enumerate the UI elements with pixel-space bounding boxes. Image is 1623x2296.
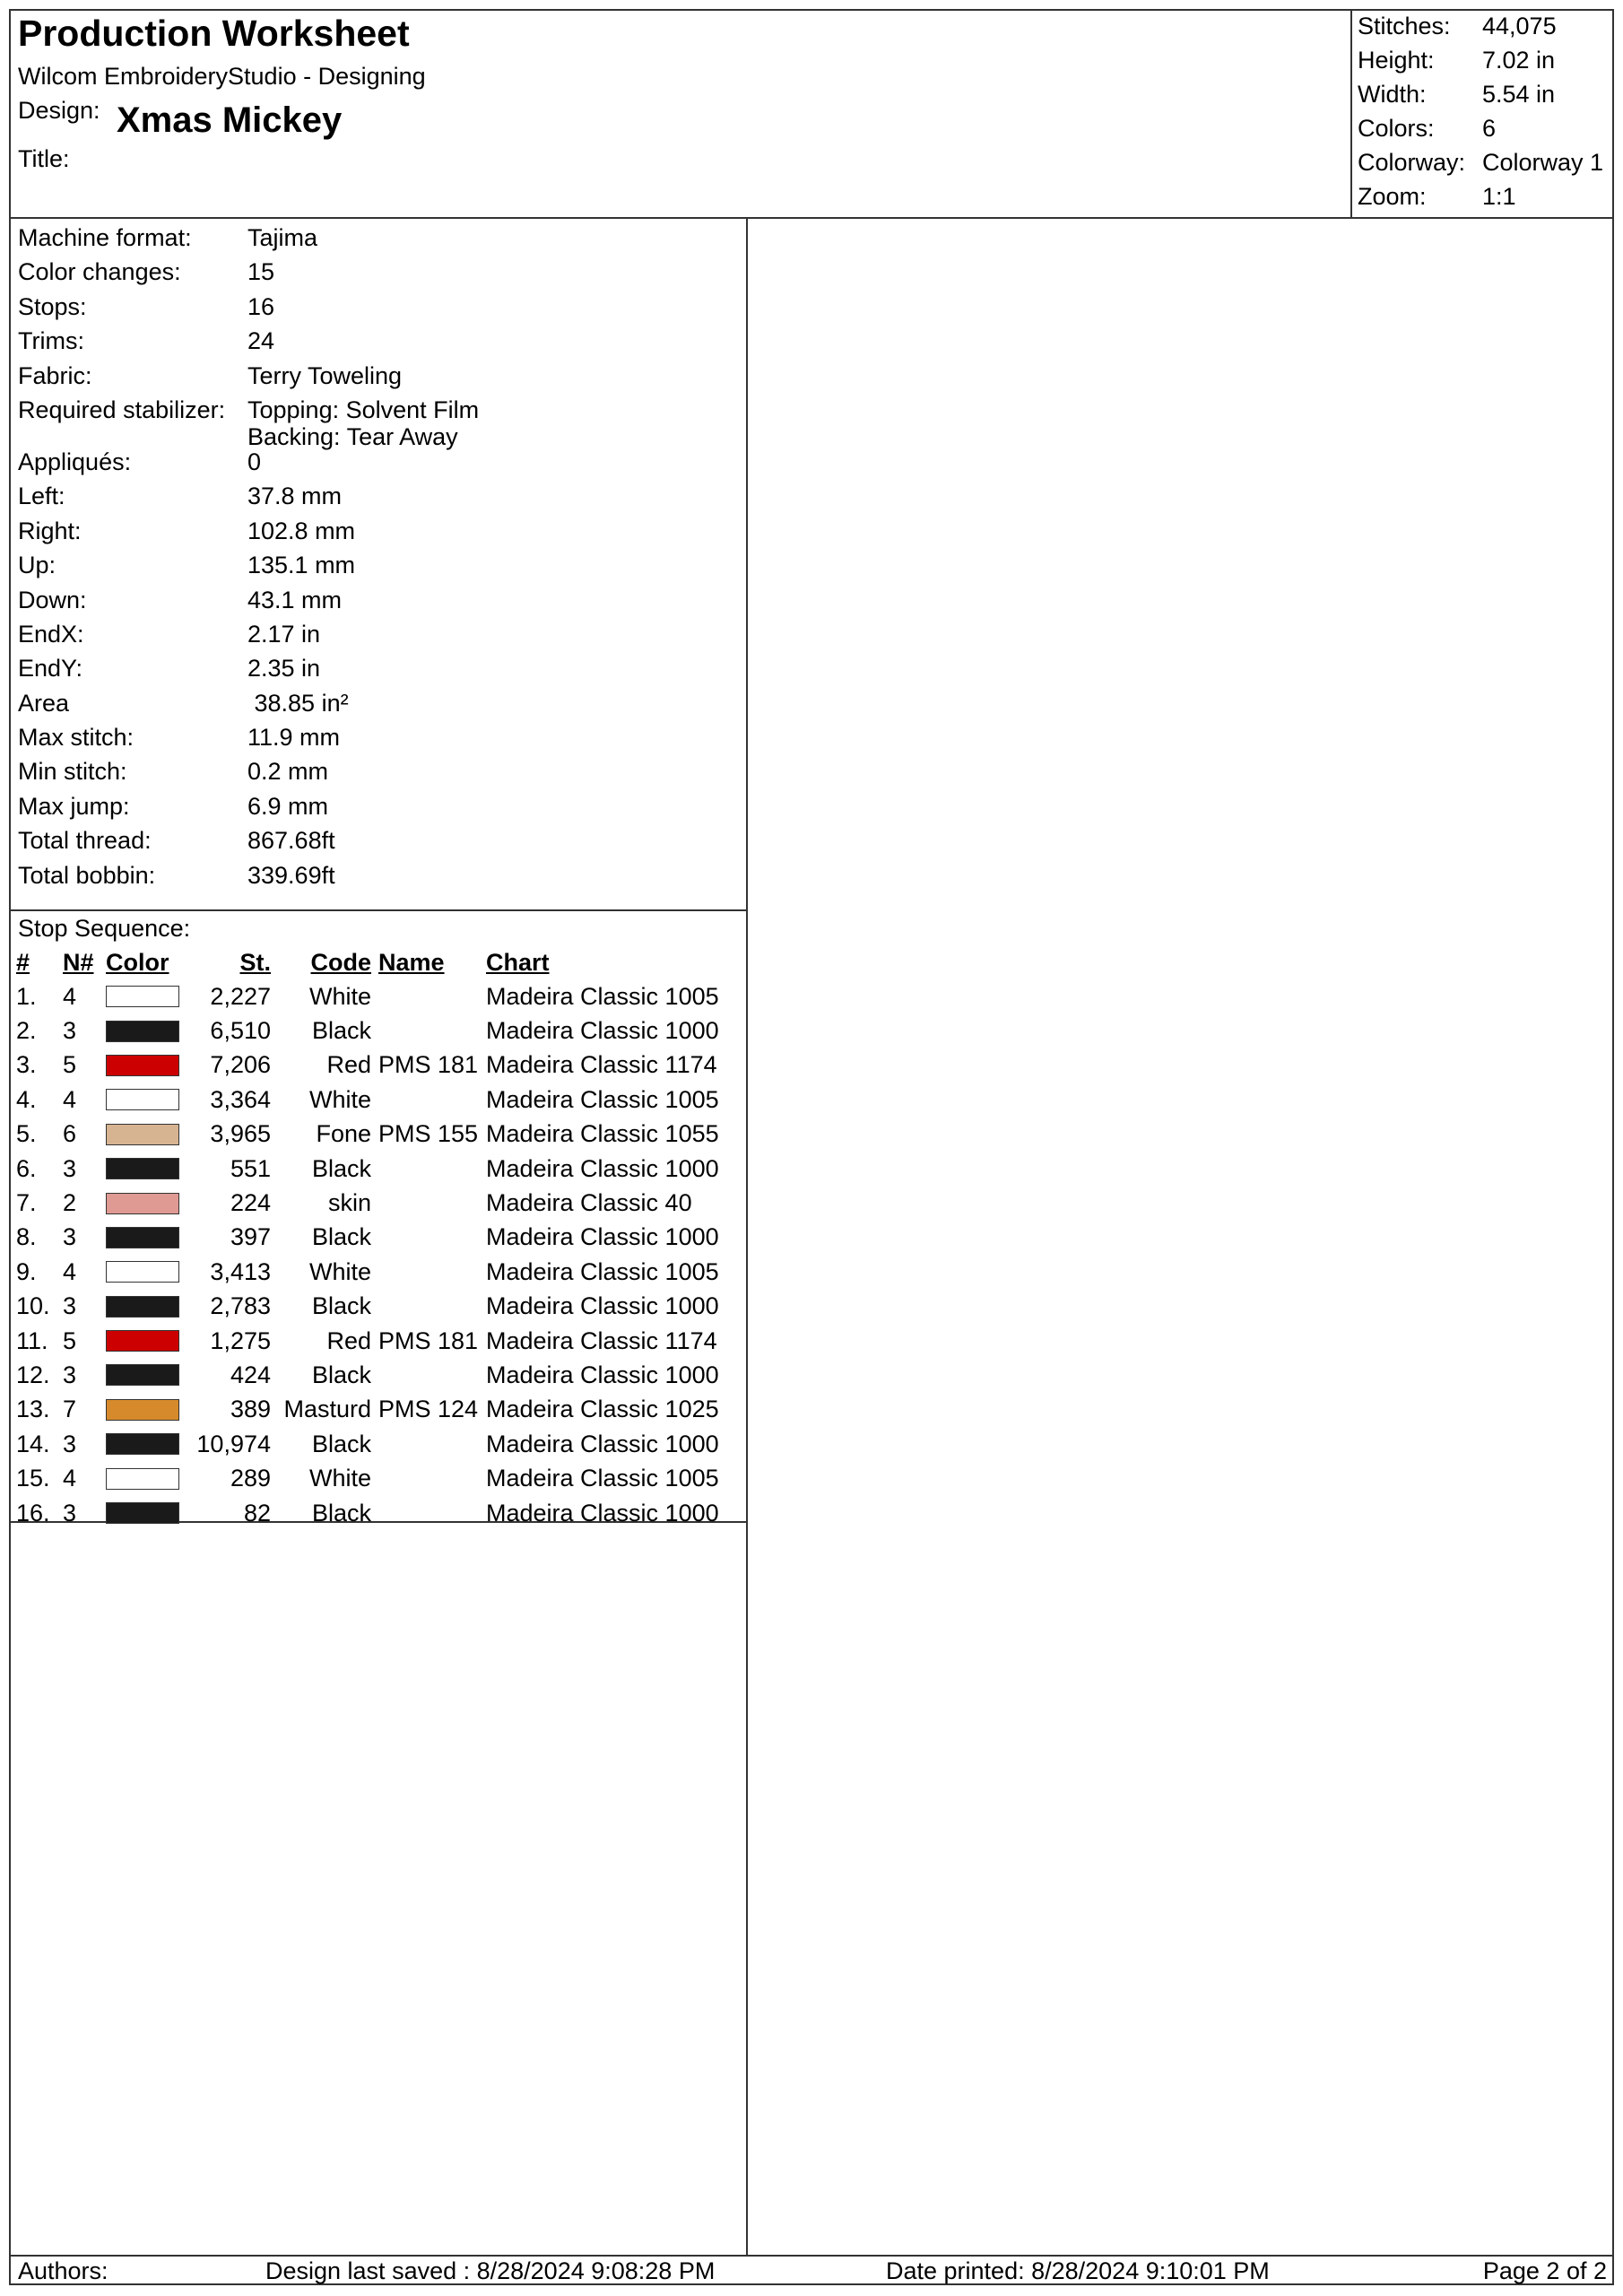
table-row <box>16 1324 719 1358</box>
row-chart: Madeira Classic 40 <box>486 1189 692 1217</box>
color-swatch <box>106 1227 179 1248</box>
stop-sequence-label: Stop Sequence: <box>18 915 191 942</box>
info-row: Left: 37.8 mm <box>18 483 343 510</box>
row-color-swatch <box>106 1083 192 1117</box>
table-row <box>16 1083 719 1117</box>
color-swatch <box>106 1330 179 1352</box>
row-stitches: 551 <box>230 1154 271 1182</box>
footer-authors: Authors: <box>18 2257 108 2284</box>
info-row: Fabric: Terry Toweling <box>18 361 403 389</box>
row-stitches: 3,364 <box>210 1085 271 1113</box>
info-row: Max stitch: 11.9 mm <box>18 724 341 752</box>
row-chart: Madeira Classic 1000 <box>486 1017 719 1045</box>
info-row: Trims: 24 <box>18 327 275 355</box>
row-code: White <box>308 1085 371 1113</box>
row-color-swatch <box>106 1255 192 1289</box>
row-name: PMS 181 <box>378 1326 479 1354</box>
design-label: Design: <box>18 97 100 124</box>
table-row <box>16 1358 719 1392</box>
table-row <box>16 1186 719 1220</box>
color-swatch <box>106 1124 179 1145</box>
row-color-swatch <box>106 1358 192 1392</box>
row-code: Red <box>326 1051 371 1079</box>
row-chart: Madeira Classic 1005 <box>486 982 719 1010</box>
row-chart: Madeira Classic 1005 <box>486 1085 719 1113</box>
stat-height: Height: 7.02 in <box>1358 47 1556 74</box>
row-number: 8. <box>16 1223 37 1251</box>
row-needle: 3 <box>63 1154 77 1182</box>
row-needle: 5 <box>63 1326 77 1354</box>
row-color-swatch <box>106 1118 192 1152</box>
details-panel <box>11 219 748 1526</box>
row-name <box>371 979 486 1013</box>
row-color-swatch <box>106 1013 192 1048</box>
row-number: 11. <box>16 1326 48 1354</box>
row-chart: Madeira Classic 1000 <box>486 1430 719 1457</box>
row-chart: Madeira Classic 1005 <box>486 1257 719 1285</box>
color-swatch <box>106 1433 179 1455</box>
row-name: PMS 155 <box>378 1120 479 1148</box>
row-number: 14. <box>16 1430 50 1457</box>
row-number: 1. <box>16 982 37 1010</box>
row-needle: 4 <box>63 982 77 1010</box>
info-row: Total bobbin: 339.69ft <box>18 861 335 889</box>
row-needle: 3 <box>63 1361 77 1388</box>
row-color-swatch <box>106 1496 192 1530</box>
info-row: Machine format: Tajima <box>18 224 318 251</box>
row-needle: 3 <box>63 1223 77 1251</box>
row-name <box>371 1221 486 1255</box>
row-needle: 4 <box>63 1257 77 1285</box>
table-row <box>16 1496 719 1530</box>
row-code: skin <box>327 1189 371 1217</box>
table-row <box>16 1427 719 1461</box>
info-row: Total thread: 867.68ft <box>18 827 335 855</box>
row-chart: Madeira Classic 1025 <box>486 1396 719 1423</box>
column-divider <box>746 219 748 2255</box>
color-swatch <box>106 1502 179 1524</box>
row-chart: Madeira Classic 1174 <box>486 1326 717 1354</box>
color-swatch <box>106 1364 179 1386</box>
row-number: 9. <box>16 1257 37 1285</box>
row-chart: Madeira Classic 1000 <box>486 1154 719 1182</box>
row-chart: Madeira Classic 1000 <box>486 1292 719 1320</box>
color-swatch <box>106 986 179 1007</box>
row-code: Black <box>311 1430 371 1457</box>
info-row-stabilizer: Required stabilizer: Topping: Solvent Film Backing: Tear Away <box>18 396 480 450</box>
row-number: 3. <box>16 1051 37 1079</box>
row-color-swatch <box>106 1221 192 1255</box>
info-row: Up: 135.1 mm <box>18 552 356 579</box>
table-row <box>16 979 719 1013</box>
row-stitches: 224 <box>230 1189 271 1217</box>
col-header-number: # <box>16 948 30 976</box>
row-name: PMS 124 <box>378 1396 479 1423</box>
info-row: Right: 102.8 mm <box>18 517 356 544</box>
table-row <box>16 1152 719 1186</box>
row-number: 6. <box>16 1154 37 1182</box>
worksheet-footer <box>11 2255 1612 2285</box>
row-chart: Madeira Classic 1000 <box>486 1499 719 1526</box>
row-color-swatch <box>106 1048 192 1083</box>
worksheet-page <box>9 9 1614 2285</box>
row-stitches: 397 <box>230 1223 271 1251</box>
row-code: Fone <box>316 1120 371 1148</box>
row-stitches: 289 <box>230 1465 271 1492</box>
stat-zoom: Zoom: 1:1 <box>1358 183 1516 210</box>
table-row <box>16 1255 719 1289</box>
row-name <box>371 1255 486 1289</box>
row-needle: 6 <box>63 1120 77 1148</box>
row-stitches: 2,783 <box>210 1292 271 1320</box>
row-stitches: 3,965 <box>210 1120 271 1148</box>
row-code: Masturd <box>283 1396 371 1423</box>
design-name: Xmas Mickey <box>117 100 343 140</box>
row-name <box>371 1186 486 1220</box>
col-header-needle: N# <box>63 948 94 976</box>
row-name <box>371 1427 486 1461</box>
row-stitches: 389 <box>230 1396 271 1423</box>
row-number: 15. <box>16 1465 50 1492</box>
col-header-chart: Chart <box>486 948 550 976</box>
row-code: Black <box>311 1017 371 1045</box>
stat-stitches: Stitches: 44,075 <box>1358 13 1557 39</box>
col-header-color: Color <box>106 948 169 976</box>
row-color-swatch <box>106 1393 192 1427</box>
row-needle: 3 <box>63 1292 77 1320</box>
row-number: 5. <box>16 1120 37 1148</box>
section-divider <box>11 909 746 911</box>
row-name <box>371 1083 486 1117</box>
color-swatch <box>106 1158 179 1179</box>
stat-width: Width: 5.54 in <box>1358 81 1556 108</box>
footer-date-printed: Date printed: 8/28/2024 9:10:01 PM <box>886 2257 1270 2284</box>
info-row: Down: 43.1 mm <box>18 586 343 613</box>
stat-colors: Colors: 6 <box>1358 115 1497 142</box>
row-code: Black <box>311 1223 371 1251</box>
row-color-swatch <box>106 1186 192 1220</box>
row-code: Black <box>311 1499 371 1526</box>
row-color-swatch <box>106 1427 192 1461</box>
row-number: 7. <box>16 1189 37 1217</box>
row-color-swatch <box>106 979 192 1013</box>
row-stitches: 10,974 <box>196 1430 271 1457</box>
table-row <box>16 1118 719 1152</box>
row-chart: Madeira Classic 1000 <box>486 1223 719 1251</box>
title-label: Title: <box>18 145 70 172</box>
row-chart: Madeira Classic 1000 <box>486 1361 719 1388</box>
row-needle: 2 <box>63 1189 77 1217</box>
row-number: 10. <box>16 1292 50 1320</box>
row-needle: 4 <box>63 1085 77 1113</box>
row-name <box>371 1461 486 1495</box>
info-row: Appliqués: 0 <box>18 448 262 475</box>
color-swatch <box>106 1055 179 1076</box>
row-color-swatch <box>106 1290 192 1324</box>
row-stitches: 3,413 <box>210 1257 271 1285</box>
page-title: Production Worksheet <box>18 13 410 54</box>
row-stitches: 2,227 <box>210 982 271 1010</box>
row-stitches: 1,275 <box>210 1326 271 1354</box>
footer-last-saved: Design last saved : 8/28/2024 9:08:28 PM <box>265 2257 716 2284</box>
row-needle: 3 <box>63 1017 77 1045</box>
row-needle: 4 <box>63 1465 77 1492</box>
table-header-row <box>16 945 719 979</box>
col-header-name: Name <box>378 948 445 976</box>
info-row: EndY: 2.35 in <box>18 655 321 683</box>
row-name <box>371 1496 486 1530</box>
row-code: Black <box>311 1154 371 1182</box>
color-swatch <box>106 1089 179 1110</box>
row-stitches: 7,206 <box>210 1051 271 1079</box>
row-color-swatch <box>106 1461 192 1495</box>
row-code: White <box>308 1465 371 1492</box>
table-row <box>16 1393 719 1427</box>
row-number: 4. <box>16 1085 37 1113</box>
col-header-code: Code <box>310 948 371 976</box>
info-row: Stops: 16 <box>18 292 275 320</box>
row-code: Red <box>326 1326 371 1354</box>
color-swatch <box>106 1021 179 1042</box>
info-row: Max jump: 6.9 mm <box>18 792 329 820</box>
row-code: White <box>308 982 371 1010</box>
row-code: Black <box>311 1361 371 1388</box>
row-name: PMS 181 <box>378 1051 479 1079</box>
machine-info-list <box>18 221 479 892</box>
color-swatch <box>106 1296 179 1318</box>
info-row: EndX: 2.17 in <box>18 620 321 648</box>
table-row <box>16 1013 719 1048</box>
table-row <box>16 1290 719 1324</box>
table-row <box>16 1048 719 1083</box>
row-needle: 5 <box>63 1051 77 1079</box>
color-swatch <box>106 1261 179 1283</box>
row-chart: Madeira Classic 1055 <box>486 1120 719 1148</box>
row-code: Black <box>311 1292 371 1320</box>
row-chart: Madeira Classic 1005 <box>486 1465 719 1492</box>
row-color-swatch <box>106 1324 192 1358</box>
row-stitches: 6,510 <box>210 1017 271 1045</box>
row-name <box>371 1290 486 1324</box>
row-name <box>371 1013 486 1048</box>
table-row <box>16 1221 719 1255</box>
row-stitches: 424 <box>230 1361 271 1388</box>
color-swatch <box>106 1399 179 1421</box>
row-name <box>371 1358 486 1392</box>
row-color-swatch <box>106 1152 192 1186</box>
row-number: 12. <box>16 1361 50 1388</box>
row-needle: 3 <box>63 1499 77 1526</box>
row-number: 2. <box>16 1017 37 1045</box>
row-stitches: 82 <box>243 1499 271 1526</box>
footer-page-number: Page 2 of 2 <box>1482 2257 1607 2284</box>
info-row: Min stitch: 0.2 mm <box>18 758 329 786</box>
info-row: Color changes: 15 <box>18 258 275 286</box>
stat-colorway: Colorway: Colorway 1 <box>1358 149 1604 176</box>
row-chart: Madeira Classic 1174 <box>486 1051 717 1079</box>
software-subtitle: Wilcom EmbroideryStudio - Designing <box>18 63 426 90</box>
stop-sequence-table <box>16 945 719 1530</box>
summary-stats-box <box>1350 11 1612 217</box>
color-swatch <box>106 1468 179 1490</box>
row-number: 13. <box>16 1396 50 1423</box>
row-name <box>371 1152 486 1186</box>
row-needle: 7 <box>63 1396 77 1423</box>
col-header-stitches: St. <box>239 948 271 976</box>
info-row: Area 38.85 in² <box>18 689 349 717</box>
row-code: White <box>308 1257 371 1285</box>
color-swatch <box>106 1193 179 1214</box>
row-number: 16. <box>16 1499 50 1526</box>
table-row <box>16 1461 719 1495</box>
row-needle: 3 <box>63 1430 77 1457</box>
worksheet-header <box>11 11 1612 219</box>
